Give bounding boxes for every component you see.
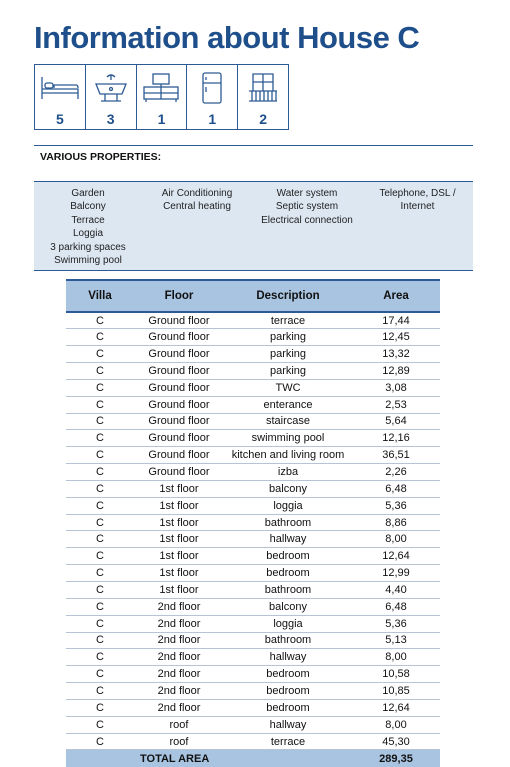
table-row [66,733,440,750]
cell-floor: 2nd floor [134,615,224,632]
header-floor: Floor [134,280,224,312]
bed-icon [38,71,82,105]
bathroom-sink-icon [89,71,133,105]
table-row [66,514,440,531]
cell-floor: Ground floor [134,413,224,430]
cell-area: 12,45 [352,329,440,346]
cell-description: parking [224,363,352,380]
cell-description: staircase [224,413,352,430]
cell-floor: 1st floor [134,514,224,531]
cell-villa: C [66,531,134,548]
cell-description: bathroom [224,514,352,531]
cell-villa: C [66,598,134,615]
cell-area: 8,00 [352,649,440,666]
table-row [66,531,440,548]
cell-description: enterance [224,396,352,413]
amenity-count: 1 [157,111,166,127]
cell-description: bathroom [224,582,352,599]
header-description: Description [224,280,352,312]
cell-area: 17,44 [352,312,440,329]
cell-area: 36,51 [352,447,440,464]
table-row [66,413,440,430]
property-item: Central heating [163,201,231,213]
table-row [66,346,440,363]
properties-box [34,181,473,271]
cell-villa: C [66,312,134,329]
cell-description: parking [224,346,352,363]
table-row [66,329,440,346]
property-item: Swimming pool [54,255,122,267]
total-label: TOTAL AREA [134,750,352,767]
cell-villa: C [66,396,134,413]
cell-area: 2,26 [352,464,440,481]
cell-floor: 2nd floor [134,666,224,683]
cell-description: bathroom [224,632,352,649]
cell-description: hallway [224,716,352,733]
cell-area: 6,48 [352,598,440,615]
cell-description: terrace [224,312,352,329]
property-item: Balcony [70,201,106,213]
cell-floor: 1st floor [134,565,224,582]
cell-villa: C [66,582,134,599]
amenity-bedrooms [35,65,86,129]
cell-area: 2,53 [352,396,440,413]
header-area: Area [352,280,440,312]
cell-area: 8,86 [352,514,440,531]
cell-area: 5,36 [352,615,440,632]
property-item: Water system [276,188,338,199]
cell-floor: Ground floor [134,447,224,464]
cell-area: 8,00 [352,531,440,548]
cell-villa: C [66,565,134,582]
cell-floor: 2nd floor [134,598,224,615]
cell-area: 10,58 [352,666,440,683]
cell-floor: Ground floor [134,464,224,481]
cell-area: 13,32 [352,346,440,363]
property-item: Garden [71,188,105,199]
cell-area: 12,89 [352,363,440,380]
table-row [66,615,440,632]
refrigerator-icon [190,71,234,105]
cell-villa: C [66,683,134,700]
table-row [66,480,440,497]
property-item: Air Conditioning [161,188,233,199]
amenity-balconies [238,65,288,129]
cell-description: balcony [224,598,352,615]
table-row [66,683,440,700]
cell-description: terrace [224,733,352,750]
cell-villa: C [66,733,134,750]
cell-floor: 2nd floor [134,683,224,700]
properties-connectivity [362,182,473,270]
table-row [66,363,440,380]
cell-villa: C [66,699,134,716]
property-item: Internet [400,201,435,213]
table-row [66,598,440,615]
cell-description: bedroom [224,666,352,683]
cell-villa: C [66,329,134,346]
table-row [66,497,440,514]
cell-description: hallway [224,531,352,548]
table-row [66,582,440,599]
area-table [66,279,440,767]
cell-floor: 1st floor [134,531,224,548]
cell-villa: C [66,430,134,447]
tv-cabinet-icon [139,71,183,105]
properties-heading: VARIOUS PROPERTIES: [40,151,162,163]
cell-area: 45,30 [352,733,440,750]
cell-area: 10,85 [352,683,440,700]
amenity-living [137,65,188,129]
cell-description: bedroom [224,565,352,582]
cell-villa: C [66,464,134,481]
properties-climate [142,182,252,270]
cell-floor: Ground floor [134,363,224,380]
table-row [66,430,440,447]
amenity-bathrooms [86,65,137,129]
cell-area: 8,00 [352,716,440,733]
table-row [66,464,440,481]
balcony-icon [241,71,285,105]
cell-floor: Ground floor [134,346,224,363]
table-row [66,548,440,565]
amenity-kitchen [187,65,238,129]
cell-description: loggia [224,615,352,632]
cell-floor: 1st floor [134,480,224,497]
cell-floor: roof [134,733,224,750]
cell-area: 5,64 [352,413,440,430]
table-row [66,716,440,733]
table-row [66,699,440,716]
cell-area: 12,64 [352,548,440,565]
cell-villa: C [66,615,134,632]
cell-description: kitchen and living room [224,447,352,464]
cell-villa: C [66,649,134,666]
total-row [66,750,440,767]
cell-floor: 2nd floor [134,699,224,716]
cell-villa: C [66,379,134,396]
amenity-count: 1 [208,111,217,127]
cell-villa: C [66,413,134,430]
table-row [66,649,440,666]
cell-floor: 2nd floor [134,632,224,649]
cell-description: loggia [224,497,352,514]
amenity-count: 5 [56,111,64,127]
table-row [66,565,440,582]
property-item: Electrical connection [261,214,353,226]
cell-area: 4,40 [352,582,440,599]
property-item: Septic system [275,201,339,213]
cell-area: 5,36 [352,497,440,514]
cell-floor: roof [134,716,224,733]
table-row [66,396,440,413]
cell-area: 12,99 [352,565,440,582]
cell-description: TWC [224,379,352,396]
cell-floor: Ground floor [134,430,224,447]
cell-villa: C [66,548,134,565]
property-item: Terrace [71,214,105,226]
table-row [66,447,440,464]
cell-floor: Ground floor [134,396,224,413]
cell-floor: Ground floor [134,329,224,346]
cell-floor: 1st floor [134,497,224,514]
cell-description: swimming pool [224,430,352,447]
cell-villa: C [66,632,134,649]
cell-floor: Ground floor [134,379,224,396]
table-row [66,379,440,396]
cell-villa: C [66,514,134,531]
cell-area: 12,64 [352,699,440,716]
cell-description: balcony [224,480,352,497]
table-row [66,632,440,649]
amenity-count: 2 [259,111,267,127]
table-row [66,666,440,683]
total-value: 289,35 [352,750,440,767]
cell-villa: C [66,447,134,464]
cell-description: parking [224,329,352,346]
amenity-count: 3 [106,111,115,127]
property-item: 3 parking spaces [50,241,126,253]
property-item: Loggia [72,228,104,240]
cell-villa: C [66,480,134,497]
cell-villa: C [66,363,134,380]
properties-outdoor [34,182,142,270]
table-header-row [66,280,440,312]
property-item: Telephone, DSL / [379,188,456,199]
cell-floor: 1st floor [134,548,224,565]
cell-description: bedroom [224,548,352,565]
cell-floor: 1st floor [134,582,224,599]
section-divider [34,145,473,146]
cell-villa: C [66,346,134,363]
amenities-box [34,64,289,130]
cell-description: hallway [224,649,352,666]
cell-area: 6,48 [352,480,440,497]
cell-area: 3,08 [352,379,440,396]
header-villa: Villa [66,280,134,312]
total-spacer [66,750,134,767]
cell-floor: 2nd floor [134,649,224,666]
cell-villa: C [66,497,134,514]
cell-villa: C [66,716,134,733]
table-row [66,312,440,329]
table-body [66,312,440,767]
cell-area: 5,13 [352,632,440,649]
cell-description: izba [224,464,352,481]
cell-floor: Ground floor [134,312,224,329]
cell-villa: C [66,666,134,683]
page-title: Information about House C [34,20,420,55]
cell-area: 12,16 [352,430,440,447]
cell-description: bedroom [224,699,352,716]
cell-description: bedroom [224,683,352,700]
properties-utilities [252,182,362,270]
